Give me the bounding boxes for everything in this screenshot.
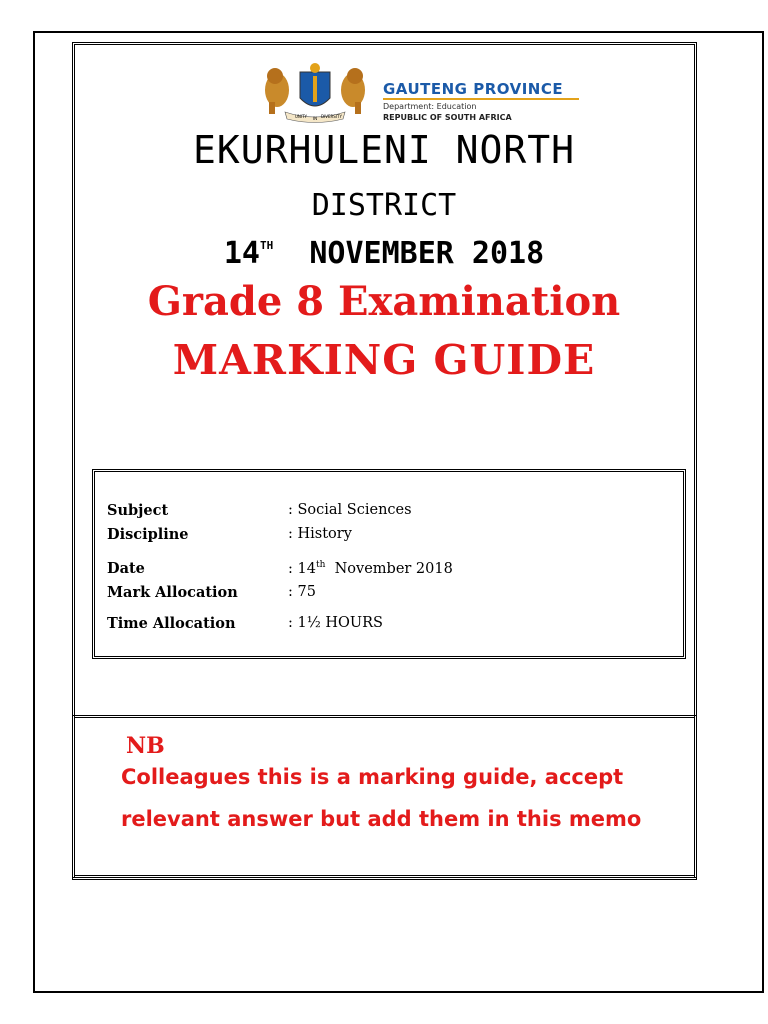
info-value xyxy=(288,560,453,577)
marking-guide-title: MARKING GUIDE xyxy=(172,336,596,384)
department-name: Department: Education xyxy=(383,102,477,111)
note-line-1: Colleagues this is a marking guide, accept xyxy=(121,765,624,789)
info-value: : 1½ HOURS xyxy=(288,615,383,631)
province-name: GAUTENG PROVINCE xyxy=(383,80,564,98)
crest-motto-mid: IN xyxy=(313,116,318,121)
note-heading: NB xyxy=(126,733,165,759)
info-label: Subject xyxy=(107,502,169,519)
info-date-prefix: : 14 xyxy=(288,560,316,577)
exam-date-day: 14 xyxy=(223,236,260,271)
info-value: : Social Sciences xyxy=(288,502,412,518)
province-underline xyxy=(383,98,579,100)
exam-title: Grade 8 Examination xyxy=(147,278,621,325)
info-value: : 75 xyxy=(288,584,316,600)
info-value: : History xyxy=(288,526,352,542)
exam-date xyxy=(0,236,768,271)
district-title: EKURHULENI NORTH xyxy=(192,128,576,172)
district-subtitle: DISTRICT xyxy=(311,188,457,223)
crest-motto-left: UNITY xyxy=(295,114,307,119)
info-date-rest: November 2018 xyxy=(334,560,453,577)
info-date-suffix: th xyxy=(315,560,326,570)
gauteng-logo xyxy=(255,62,585,124)
exam-date-suffix: TH xyxy=(259,239,274,252)
note-line-2: relevant answer but add them in this memo xyxy=(121,807,642,831)
info-box xyxy=(92,469,686,659)
note-box xyxy=(72,715,697,880)
exam-date-rest: NOVEMBER 2018 xyxy=(309,236,545,271)
info-label: Time Allocation xyxy=(107,615,236,632)
coat-of-arms-icon xyxy=(255,62,375,124)
crest-motto-right: DIVERSITY xyxy=(321,114,342,119)
republic-name: REPUBLIC OF SOUTH AFRICA xyxy=(383,113,512,122)
info-label: Mark Allocation xyxy=(107,584,238,601)
info-label: Discipline xyxy=(107,526,189,543)
info-label: Date xyxy=(107,560,145,577)
